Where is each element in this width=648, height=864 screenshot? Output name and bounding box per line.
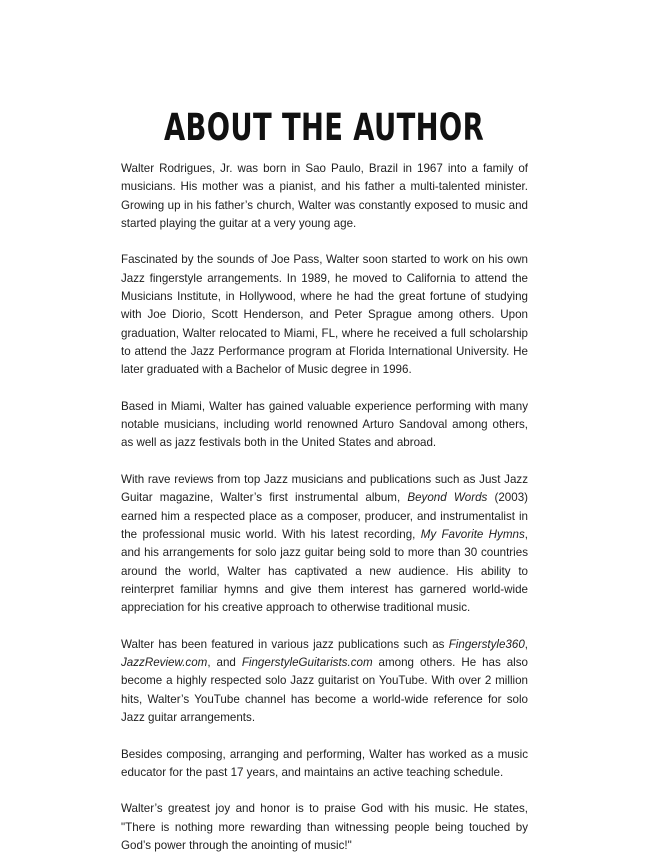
- bio-paragraph-recordings: [121, 471, 528, 617]
- page-title: ABOUT THE AUTHOR: [163, 106, 485, 149]
- bio-paragraph-performing: Based in Miami, Walter has gained valuable experience performing with many notable musicians, including world renowned Arturo Sandoval among others, as well as jazz festivals both in the United States and abroad.: [121, 399, 528, 450]
- publications-separator-1: ,: [524, 637, 528, 651]
- publication-fingerstyleguitarists: FingerstyleGuitarists.com: [241, 656, 373, 670]
- recordings-text-b: (2003) earned him a respected place as a composer, producer, and instrumentalist in the professional music world. With his latest recording,: [121, 491, 529, 541]
- publication-jazzreview: JazzReview.com: [121, 656, 208, 670]
- album-title-my-favorite-hymns: My Favorite Hymns: [420, 527, 525, 541]
- author-bio: [121, 160, 528, 855]
- bio-paragraph-teaching: Besides composing, arranging and performing, Walter has worked as a music educator for the past 17 years, and maintains an active teaching schedule.: [121, 747, 528, 779]
- publications-text-a: Walter has been featured in various jazz publications such as: [121, 637, 449, 651]
- recordings-text-c: , and his arrangements for solo jazz guitar being sold to more than 30 countries around the world, Walter has captivated a new audience. His ability to reinterpret familiar hymns and give them interest has garnered world-wide appreciation for his creative approach to otherwise traditional music.: [121, 527, 528, 615]
- recordings-text-a: With rave reviews from top Jazz musicians and publications such as Just Jazz Guitar magazine, Walter’s first instrumental album,: [121, 473, 528, 505]
- bio-paragraph-early-life: Walter Rodrigues, Jr. was born in Sao Paulo, Brazil in 1967 into a family of musicians. His mother was a pianist, and his father a multi-talented minister. Growing up in his father’s church, Walter was constantly exposed to music and started playing the guitar at a very young age.: [121, 162, 528, 230]
- album-title-beyond-words: Beyond Words: [407, 491, 488, 505]
- publications-separator-2: , and: [207, 656, 242, 670]
- bio-paragraph-education: Fascinated by the sounds of Joe Pass, Walter soon started to work on his own Jazz fingerstyle arrangements. In 1989, he moved to California to attend the Musicians Institute, in Hollywood, where he had the great fortune of studying with Joe Diorio, Scott Henderson, and Peter Sprague among others. Upon graduation, Walter relocated to Miami, FL, where he received a full scholarship to attend the Jazz Performance program at Florida International University. He later graduated with a Bachelor of Music degree in 1996.: [121, 253, 528, 377]
- bio-paragraph-publications: [121, 636, 528, 727]
- publications-text-b: among others. He has also become a highly respected solo Jazz guitarist on YouTube. With over 2 million hits, Walter’s YouTube channel has become a world-wide reference for solo Jazz guitar arrangements.: [121, 656, 529, 724]
- publication-fingerstyle360: Fingerstyle360: [448, 637, 525, 651]
- bio-paragraph-faith: Walter’s greatest joy and honor is to praise God with his music. He states, "There is nothing more rewarding than witnessing people being touched by God’s power through the anointing of music!": [121, 802, 528, 852]
